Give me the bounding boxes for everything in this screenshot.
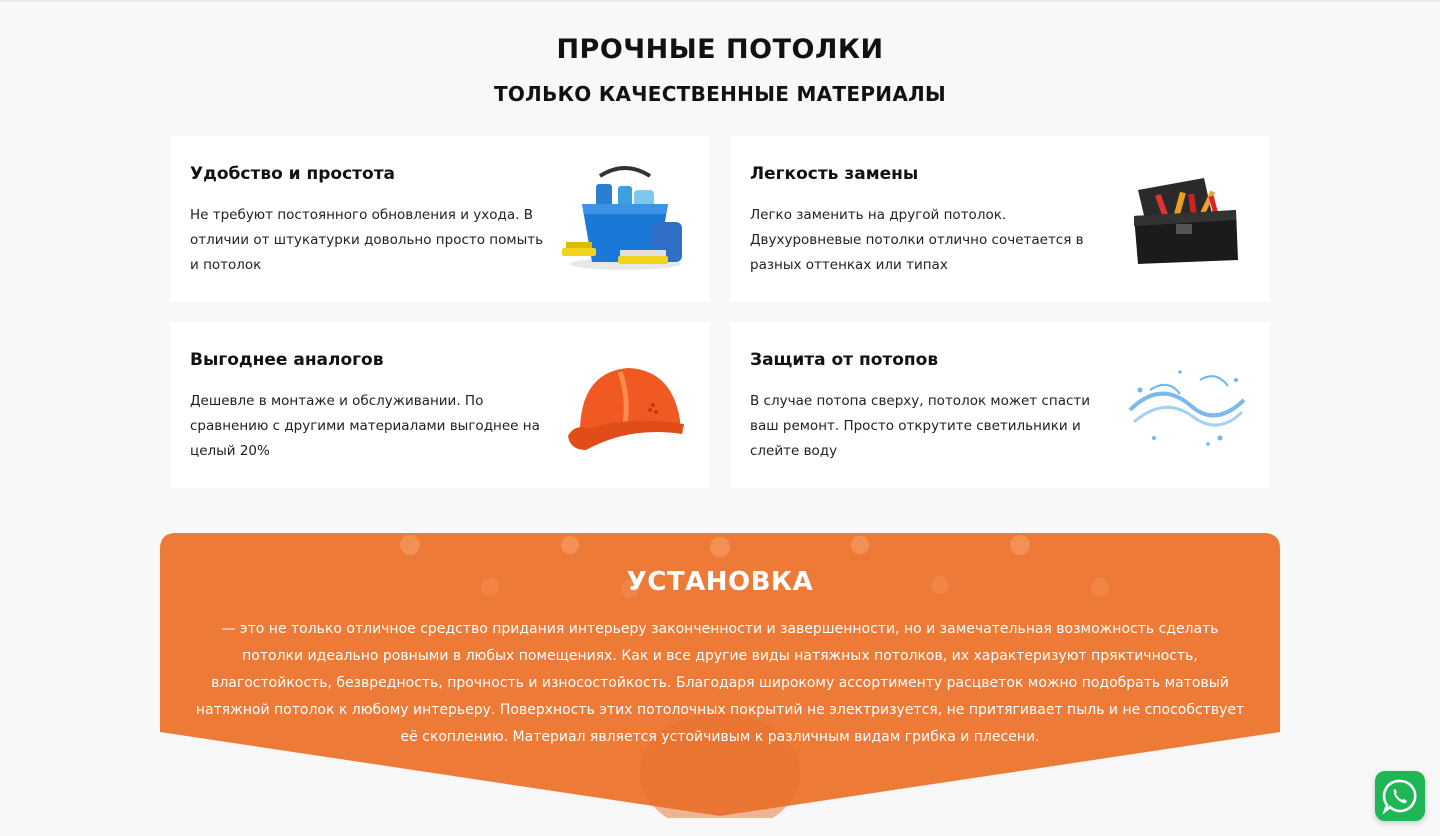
card-title: Легкость замены (750, 164, 919, 184)
water-splash-icon (1120, 350, 1250, 460)
feature-card-replacement (730, 136, 1270, 302)
section-title: ПРОЧНЫЕ ПОТОЛКИ (556, 34, 884, 65)
whatsapp-chat-button[interactable] (1375, 771, 1425, 821)
installation-banner (160, 533, 1280, 818)
card-title: Удобство и простота (190, 164, 396, 184)
feature-card-flood (730, 322, 1270, 488)
feature-card-convenience (170, 136, 710, 302)
cleaning-bucket-icon (560, 164, 690, 274)
whatsapp-icon (1382, 778, 1418, 814)
hard-hat-icon (560, 350, 690, 460)
section-subtitle: ТОЛЬКО КАЧЕСТВЕННЫЕ МАТЕРИАЛЫ (493, 82, 947, 106)
toolbox-icon (1120, 164, 1250, 274)
banner-text: — это не только отличное средство придания интерьеру законченности и завершенности, но и замечательная возможность сделать потолки идеально ровными в любых помещениях. Как и все другие виды натяжных потолков, их характеризуют пряктичность, влагостойкость, безвредность, прочность и износостойкость. Благодаря широкому ассортименту расцветок можно подобрать матовый натяжной потолок к любому интерьеру. Поверхность этих потолочных покрытий не электризуется, не притягивает пыль и не способствует её скоплению. Материал является устойчивым к различным видам грибка и плесени. (195, 621, 1245, 745)
top-divider (0, 0, 1440, 2)
card-title: Выгоднее аналогов (190, 350, 384, 370)
banner-title: УСТАНОВКА (626, 567, 814, 597)
card-title: Защита от потопов (750, 350, 939, 370)
card-text: Не требуют постоянного обновления и ухода. В отличии от штукатурки довольно просто помыть и потолок (190, 207, 544, 273)
card-text: Дешевле в монтаже и обслуживании. По сравнению с другими материалами выгоднее на целый 20% (190, 393, 540, 459)
feature-card-cost (170, 322, 710, 488)
card-text: В случае потопа сверху, потолок может спасти ваш ремонт. Просто открутите светильники и слейте воду (750, 393, 1091, 459)
card-text: Легко заменить на другой потолок. Двухуровневые потолки отлично сочетается в разных оттенках или типах (750, 207, 1084, 273)
